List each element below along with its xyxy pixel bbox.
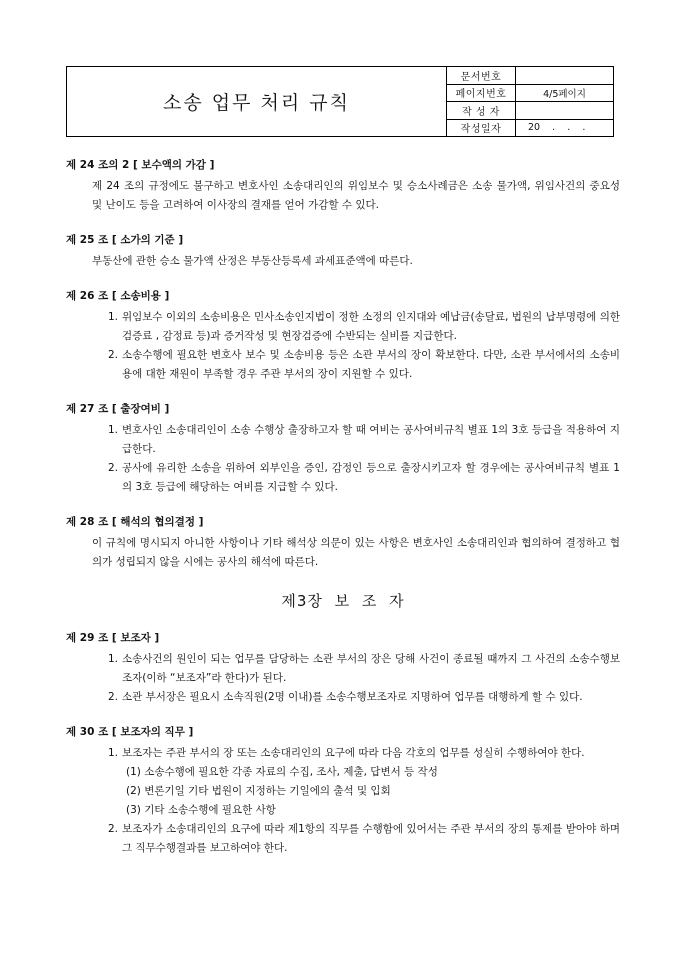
meta-row-author bbox=[447, 102, 613, 120]
item-text: 보조자는 주관 부서의 장 또는 소송대리인의 요구에 따라 다음 각호의 업무를 성실히 수행하여야 한다. bbox=[122, 747, 585, 759]
article-28 bbox=[66, 515, 620, 572]
chapter-title: 제3장 보 조 자 bbox=[281, 592, 405, 610]
article-heading: 제 27 조 [ 출장여비 ] bbox=[66, 403, 170, 415]
list-item bbox=[66, 421, 620, 459]
article-heading: 제 28 조 [ 해석의 협의결정 ] bbox=[66, 516, 204, 528]
item-number: 2. bbox=[107, 349, 118, 361]
meta-value bbox=[516, 102, 613, 119]
item-text: 소송사건의 원인이 되는 업무를 담당하는 소관 부서의 장은 당해 사건이 종료될 때까지 그 사건의 소송수행보조자(이하 “보조자”라 한다)가 된다. bbox=[122, 653, 620, 684]
item-number: 1. bbox=[107, 747, 118, 759]
item-number: 2. bbox=[107, 823, 118, 835]
meta-value bbox=[516, 67, 613, 84]
item-number: 1. bbox=[107, 311, 118, 323]
item-text: 보조자가 소송대리인의 요구에 따라 제1항의 직무를 수행함에 있어서는 주관 부서의 장의 통제를 받아야 하며 그 직무수행결과를 보고하여야 한다. bbox=[122, 823, 620, 854]
sub-item: (2) 변론기일 기타 법원이 지정하는 기일에의 출석 및 입회 bbox=[126, 785, 391, 797]
article-heading: 제 26 조 [ 소송비용 ] bbox=[66, 290, 170, 302]
article-26 bbox=[66, 289, 620, 384]
meta-value: 4/5페이지 bbox=[543, 88, 586, 100]
article-27 bbox=[66, 402, 620, 497]
item-number: 2. bbox=[107, 462, 118, 474]
meta-row-page-number bbox=[447, 85, 613, 103]
list-item bbox=[66, 744, 620, 763]
article-paragraph: 제 24 조의 규정에도 불구하고 변호사인 소송대리인의 위임보수 및 승소사례금은 소송 물가액, 위임사건의 중요성 및 난이도 등을 고려하여 이사장의 결재를 얻어 가감할 수 있다. bbox=[92, 180, 620, 211]
sub-item: (1) 소송수행에 필요한 각종 자료의 수집, 조사, 제출, 답변서 등 작성 bbox=[126, 766, 438, 778]
article-heading: 제 29 조 [ 보조자 ] bbox=[66, 632, 160, 644]
meta-label: 작 성 자 bbox=[447, 102, 516, 119]
meta-row-doc-number bbox=[447, 67, 613, 85]
meta-label: 페이지번호 bbox=[447, 85, 516, 102]
item-number: 1. bbox=[107, 653, 118, 665]
article-25 bbox=[66, 233, 620, 271]
item-text: 변호사인 소송대리인이 소송 수행상 출장하고자 할 때 여비는 공사여비규칙 별표 1의 3호 등급을 적용하여 지급한다. bbox=[122, 424, 620, 455]
document-body bbox=[66, 158, 620, 876]
item-number: 2. bbox=[107, 691, 118, 703]
list-item bbox=[66, 820, 620, 858]
article-29 bbox=[66, 631, 620, 707]
article-heading: 제 24 조의 2 [ 보수액의 가감 ] bbox=[66, 159, 215, 171]
article-paragraph: 부동산에 관한 승소 물가액 산정은 부동산등록세 과세표준액에 따른다. bbox=[92, 255, 413, 267]
document-meta bbox=[446, 67, 613, 136]
item-text: 공사에 유리한 소송을 위하여 외부인을 증인, 감정인 등으로 출장시키고자 할 경우에는 공사여비규칙 별표 1의 3호 등급에 해당하는 여비를 지급할 수 있다. bbox=[122, 462, 620, 493]
meta-value: 20 . . . bbox=[528, 122, 586, 134]
meta-row-date bbox=[447, 120, 613, 137]
article-heading: 제 30 조 [ 보조자의 직무 ] bbox=[66, 726, 194, 738]
item-text: 위임보수 이외의 소송비용은 민사소송인지법이 정한 소정의 인지대와 예납금(송달료, 법원의 납부명령에 의한 검증료 , 감정료 등)과 증거작성 및 현장검증에 수반되는 실비를 지급한다. bbox=[122, 311, 620, 342]
list-item bbox=[66, 688, 620, 707]
list-item bbox=[66, 459, 620, 497]
article-30 bbox=[66, 725, 620, 858]
list-item bbox=[66, 650, 620, 688]
list-item bbox=[66, 308, 620, 346]
meta-label: 작성일자 bbox=[447, 120, 516, 137]
item-number: 1. bbox=[107, 424, 118, 436]
document-title: 소송 업무 처리 규칙 bbox=[163, 92, 350, 114]
document-header-table bbox=[66, 66, 614, 137]
sub-item: (3) 기타 소송수행에 필요한 사항 bbox=[126, 804, 276, 816]
item-text: 소관 부서장은 필요시 소속직원(2명 이내)를 소송수행보조자로 지명하여 업무를 대행하게 할 수 있다. bbox=[122, 691, 583, 703]
article-heading: 제 25 조 [ 소가의 기준 ] bbox=[66, 234, 184, 246]
article-paragraph: 이 규칙에 명시되지 아니한 사항이나 기타 해석상 의문이 있는 사항은 변호사인 소송대리인과 협의하여 결정하고 협의가 성립되지 않을 시에는 공사의 해석에 따른다. bbox=[92, 537, 620, 568]
item-text: 소송수행에 필요한 변호사 보수 및 소송비용 등은 소관 부서의 장이 확보한다. 다만, 소관 부서에서의 소송비용에 대한 재원이 부족할 경우 주관 부서의 장이 지원할 수 있다. bbox=[122, 349, 620, 380]
list-item bbox=[66, 346, 620, 384]
meta-label: 문서번호 bbox=[447, 67, 516, 84]
article-24-2 bbox=[66, 158, 620, 215]
